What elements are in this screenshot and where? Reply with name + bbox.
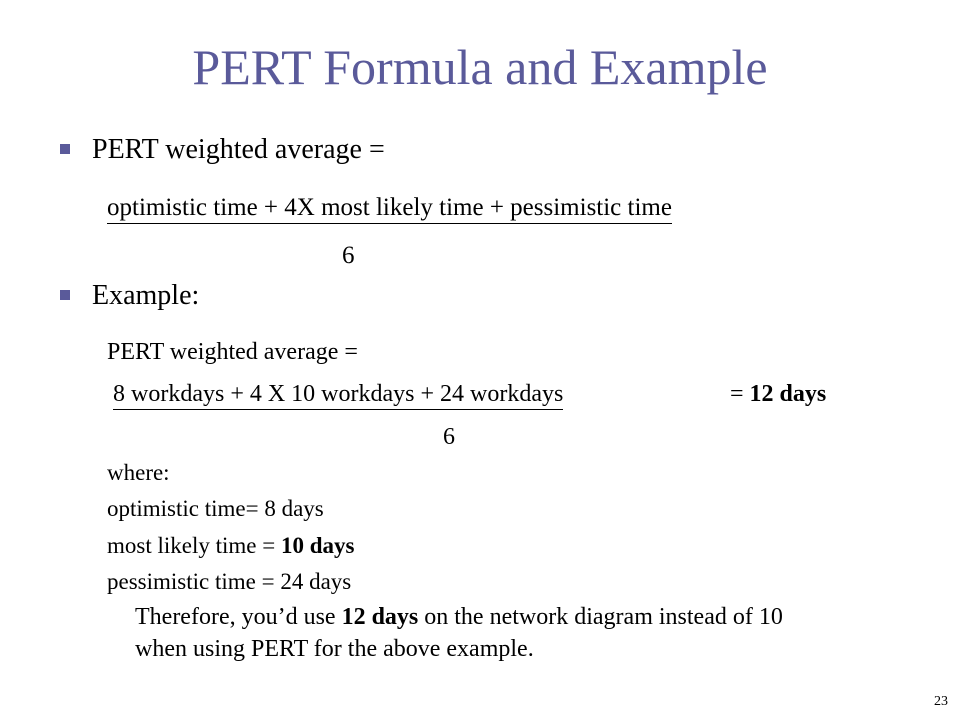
example-denominator: 6 [443,424,455,450]
example-result-value: 12 days [749,381,827,407]
example-numerator [113,381,563,408]
where-label: where: [107,460,170,485]
conclusion-line-2: when using PERT for the above example. [135,636,534,662]
example-numerator-text: 8 workdays + 4 X 10 workdays + 24 workdays [113,381,563,410]
pessimistic-time: pessimistic time = 24 days [107,569,352,594]
conclusion-bold: 12 days [341,604,419,630]
slide-title: PERT Formula and Example [192,39,768,95]
formula-bullet-text: PERT weighted average = [92,134,385,165]
conclusion-part-2: on the network diagram instead of 10 [418,604,783,630]
formula-denominator: 6 [342,242,355,269]
square-bullet-icon [60,144,70,154]
most-likely-prefix: most likely time = [107,533,281,558]
formula-numerator [107,194,672,222]
most-likely-time [107,533,354,559]
example-bullet-text: Example: [92,280,200,311]
conclusion-line-1 [135,604,783,631]
example-intro: PERT weighted average = [107,339,358,365]
square-bullet-icon [60,290,70,300]
example-bullet [60,280,199,312]
optimistic-time: optimistic time= 8 days [107,496,324,521]
conclusion-part-1: Therefore, you’d use [135,604,342,630]
formula-bullet [60,134,385,166]
page-number: 23 [934,694,948,709]
example-result-prefix: = [730,381,750,407]
example-result [730,381,826,408]
most-likely-value: 10 days [280,533,355,558]
formula-numerator-text: optimistic time + 4X most likely time + pessimistic time [107,194,672,224]
